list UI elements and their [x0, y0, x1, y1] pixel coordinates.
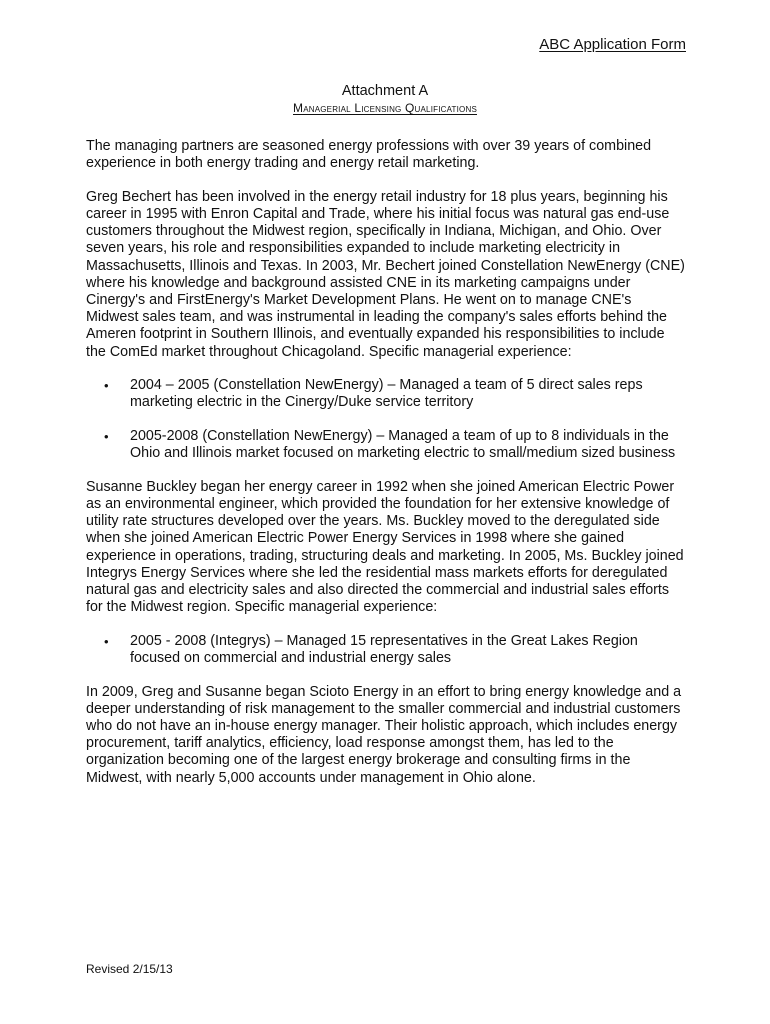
- intro-paragraph: The managing partners are seasoned energy professions with over 39 years of combined experience in both energy trading and energy retail marketing.: [86, 138, 652, 172]
- attachment-title: Attachment A: [341, 83, 429, 99]
- list-item-text: 2005-2008 (Constellation NewEnergy) – Managed a team of up to 8 individuals in the Ohio and Illinois market focused on marketing electric to small/medium sized business: [130, 428, 676, 462]
- susanne-buckley-paragraph: Susanne Buckley began her energy career in 1992 when she joined American Electric Power as an environmental engineer, which provided the foundation for her extensive knowledge of utility rate structures developed over the years. Ms. Buckley moved to the deregulated side when she joined American Electric Power Energy Services in 1998 where she gained experience in operations, trading, structuring deals and marketing. In 2005, Ms. Buckley joined Integrys Energy Services where she led the residential mass markets efforts for deregulated natural gas and electricity sales and also directed the commercial and industrial sales efforts for the Midwest region. Specific managerial experience:: [86, 478, 684, 616]
- list-item-text: 2005 - 2008 (Integrys) – Managed 15 representatives in the Great Lakes Region focused on commercial and industrial energy sales: [130, 632, 638, 667]
- bullet-icon: •: [104, 378, 109, 394]
- list-item: [86, 428, 686, 462]
- closing-paragraph: In 2009, Greg and Susanne began Scioto Energy in an effort to bring energy knowledge and a deeper understanding of risk management to the smaller commercial and industrial customers who do not have an in-house energy manager. Their holistic approach, which includes energy procurement, tariff analytics, efficiency, load response amongst them, has led to the organization becoming one of the largest energy brokerage and consulting firms in the Midwest, with nearly 5,000 accounts under management in Ohio alone.: [86, 683, 682, 786]
- revision-footer: Revised 2/15/13: [86, 962, 173, 976]
- greg-bechert-paragraph: Greg Bechert has been involved in the energy retail industry for 18 plus years, beginning his career in 1995 with Enron Capital and Trade, where his initial focus was natural gas end-use customers throughout the Midwest region, specifically in Indiana, Michigan, and Ohio. Over seven years, his role and responsibilities expanded to include marketing electricity in Massachusetts, Illinois and Texas. In 2003, Mr. Bechert joined Constellation NewEnergy (CNE) where his knowledge and background assisted CNE in its marketing campaigns under Cinergy's and FirstEnergy's Market Development Plans. He went on to manage CNE's Midwest sales team, and was instrumental in leading the company's sales efforts behind the Ameren footprint in Southern Illinois, and eventually expanded his responsibilities to include the ComEd market throughout Chicagoland. Specific managerial experience:: [86, 188, 685, 360]
- form-label: ABC Application Form: [539, 36, 686, 53]
- attachment-subtitle: Managerial Licensing Qualifications: [293, 101, 477, 115]
- list-item: [86, 377, 686, 411]
- bullet-icon: •: [104, 633, 109, 649]
- greg-experience-list: [86, 377, 686, 462]
- document-body: [86, 138, 686, 803]
- bullet-icon: •: [104, 429, 109, 445]
- title-block: [0, 82, 770, 116]
- susanne-experience-list: [86, 633, 686, 667]
- list-item-text: 2004 – 2005 (Constellation NewEnergy) – Managed a team of 5 direct sales reps marketing electric in the Cinergy/Duke service territory: [130, 377, 643, 411]
- list-item: [86, 633, 686, 667]
